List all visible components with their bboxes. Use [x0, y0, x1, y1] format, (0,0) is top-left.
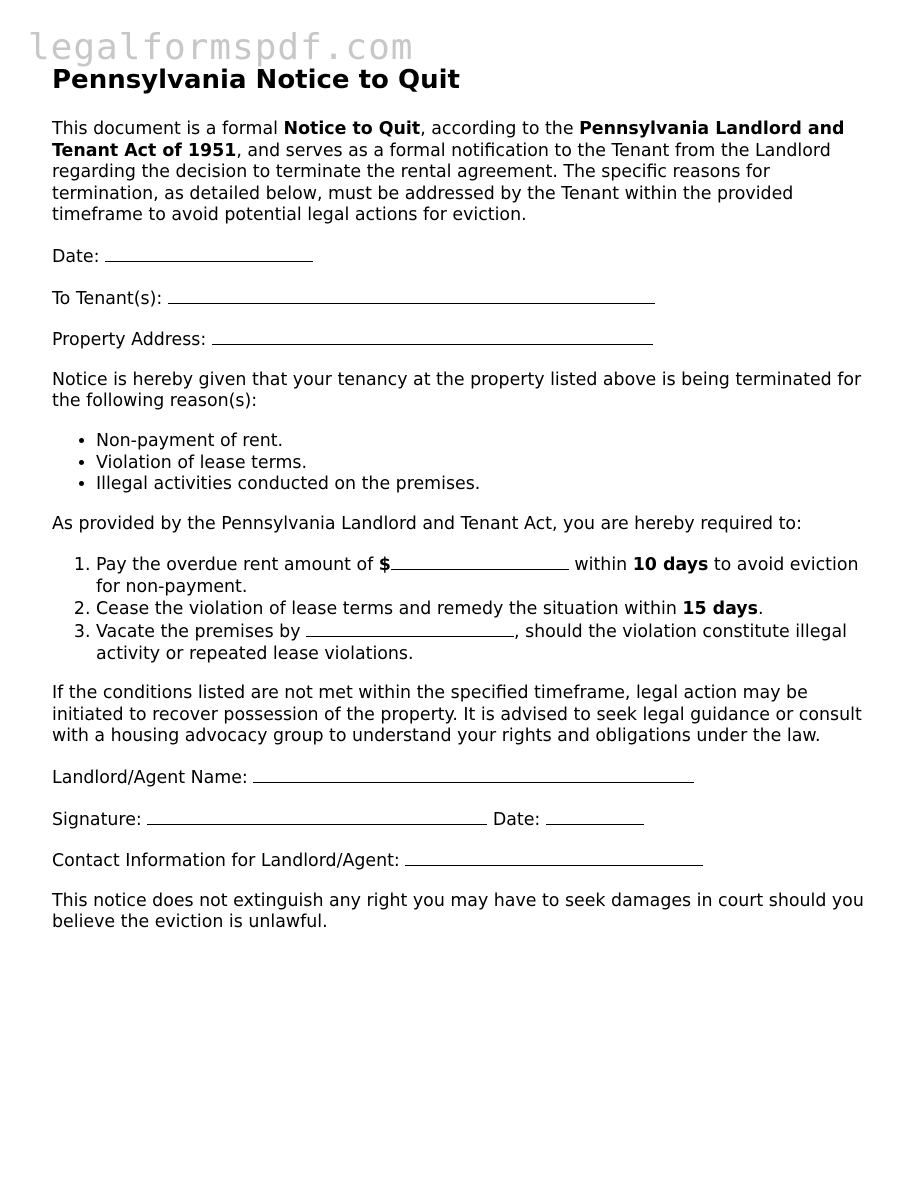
- list-item: • Violation of lease terms.: [96, 453, 882, 475]
- list-item: 1. Pay the overdue rent amount of $ within 10 days to avoid eviction for non-payment.: [96, 553, 882, 598]
- date-blank[interactable]: [105, 245, 313, 262]
- signature-date-blank[interactable]: [546, 808, 644, 825]
- document-body: [52, 64, 882, 934]
- list-item: • Illegal activities conducted on the premises.: [96, 474, 882, 496]
- signature-blank[interactable]: [147, 808, 487, 825]
- signature-label: Signature:: [52, 809, 142, 830]
- contact-field: [52, 849, 882, 873]
- date-field: [52, 245, 882, 269]
- signature-field: [52, 808, 882, 832]
- agent-name-field: [52, 766, 882, 790]
- rent-amount-blank[interactable]: [391, 553, 569, 570]
- intro-paragraph: This document is a formal Notice to Quit, according to the Pennsylvania Landlord and Tenant Act of 1951, and serves as a formal notification to the Tenant from the Landlord regarding the decision to terminate the rental agreement. The specific reasons for termination, as detailed below, must be addressed by the Tenant within the provided timeframe to avoid potential legal actions for eviction.: [52, 119, 845, 226]
- page-title: Pennsylvania Notice to Quit: [52, 65, 460, 95]
- address-label: Property Address:: [52, 330, 207, 351]
- date-label: Date:: [52, 246, 100, 267]
- requirements-intro: As provided by the Pennsylvania Landlord and Tenant Act, you are hereby required to:: [52, 513, 802, 534]
- conditions-paragraph: If the conditions listed are not met within the specified timeframe, legal action may be initiated to recover possession of the property. It is advised to seek legal guidance or consult with a housing advocacy group to understand your rights and obligations under the law.: [52, 683, 862, 747]
- tenant-label: To Tenant(s):: [52, 288, 163, 309]
- list-item: 2. Cease the violation of lease terms and remedy the situation within 15 days.: [96, 599, 882, 621]
- tenant-blank[interactable]: [168, 287, 655, 304]
- contact-label: Contact Information for Landlord/Agent:: [52, 851, 400, 872]
- contact-blank[interactable]: [405, 849, 703, 866]
- requirements-list: [52, 553, 882, 665]
- reasons-list: [52, 431, 882, 496]
- tenant-field: [52, 287, 882, 311]
- address-blank[interactable]: [212, 328, 653, 345]
- site-watermark: legalformspdf.com: [28, 27, 414, 68]
- list-item: • Non-payment of rent.: [96, 431, 882, 453]
- agent-name-label: Landlord/Agent Name:: [52, 768, 248, 789]
- signature-date-label: Date:: [492, 809, 541, 830]
- list-item: 3. Vacate the premises by , should the violation constitute illegal activity or repeated lease violations.: [96, 620, 882, 665]
- address-field: [52, 328, 882, 352]
- notice-paragraph: Notice is hereby given that your tenancy at the property listed above is being terminated for the following reason(s):: [52, 369, 862, 412]
- vacate-date-blank[interactable]: [306, 620, 514, 637]
- agent-name-blank[interactable]: [253, 766, 694, 783]
- closing-paragraph: This notice does not extinguish any right you may have to seek damages in court should you believe the eviction is unlawful.: [52, 890, 864, 933]
